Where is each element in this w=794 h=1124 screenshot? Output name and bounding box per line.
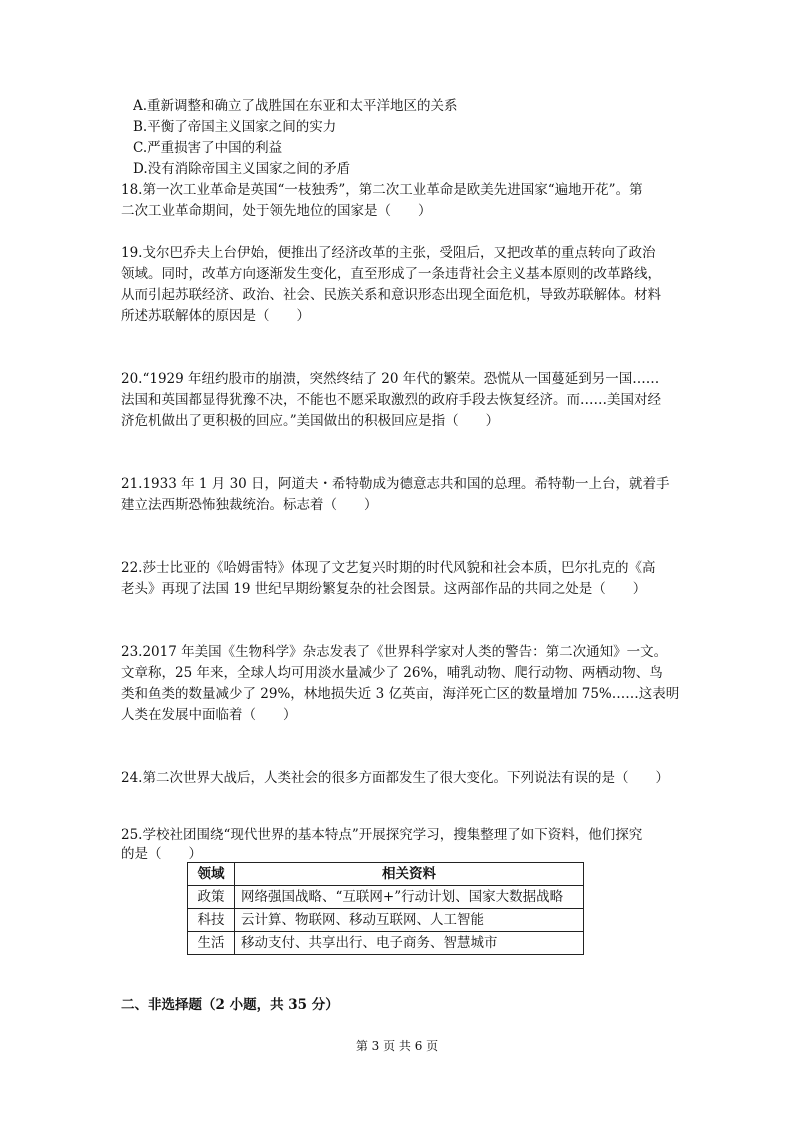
q23-stem-line-4: 人类在发展中面临着（ ） [121,707,297,723]
table-cell-materials: 网络强国战略、“互联网+”行动计划、国家大数据战略 [235,886,584,909]
q25-resource-table [187,862,584,955]
table-cell-field: 生活 [188,932,235,955]
q21-stem-line-1: 21.1933 年 1 月 30 日，阿道夫・希特勒成为德意志共和国的总理。希特勒一上台，就着手 [121,476,670,492]
table-header-row [188,863,584,886]
table-header-field: 领域 [188,863,235,886]
q22-stem-line-2: 老头》再现了法国 19 世纪早期纷繁复杂的社会图景。这两部作品的共同之处是（ ） [121,581,647,597]
q20-stem-line-2: 法国和英国都显得犹豫不决，不能也不愿采取激烈的政府手段去恢复经济。而……美国对经 [121,392,661,408]
q18-stem-line-2: 二次工业革命期间，处于领先地位的国家是（ ） [121,203,432,219]
q20-stem-line-3: 济危机做出了更积极的回应。”美国做出的积极回应是指（ ） [121,413,500,429]
table-row [188,909,584,932]
q18-stem-line-1: 18.第一次工业革命是英国“一枝独秀”，第二次工业革命是欧美先进国家“遍地开花”。第 [121,182,643,198]
table-cell-field: 科技 [188,909,235,932]
table-row [188,932,584,955]
q23-stem-line-2: 文章称，25 年来，全球人均可用淡水量减少了 26%，哺乳动物、爬行动物、两栖动物、鸟 [121,665,663,681]
q21-stem-line-2: 建立法西斯恐怖独裁统治。标志着（ ） [121,497,378,513]
q23-stem-line-1: 23.2017 年美国《生物科学》杂志发表了《世界科学家对人类的警告：第二次通知》一文。 [121,644,668,660]
q19-stem-line-1: 19.戈尔巴乔夫上台伊始，便推出了经济改革的主张，受阻后，又把改革的重点转向了政治 [121,245,656,261]
q25-stem-line-2: 的是（ ） [121,846,202,862]
q19-stem-line-2: 领域。同时，改革方向逐渐发生变化，直至形成了一条违背社会主义基本原则的改革路线， [121,266,661,282]
q17-option-d: D.没有消除帝国主义国家之间的矛盾 [133,161,351,177]
q25-stem-line-1: 25.学校社团围绕“现代世界的基本特点”开展探究学习，搜集整理了如下资料，他们探究 [121,827,643,843]
section-2-title: 二、非选择题（2 小题，共 35 分） [121,997,339,1013]
q17-option-b: B.平衡了帝国主义国家之间的实力 [133,119,337,135]
q19-stem-line-3: 从而引起苏联经济、政治、社会、民族关系和意识形态出现全面危机，导致苏联解体。材料 [121,287,661,303]
q17-option-a: A.重新调整和确立了战胜国在东亚和太平洋地区的关系 [133,98,458,114]
table-row [188,886,584,909]
q19-stem-line-4: 所述苏联解体的原因是（ ） [121,308,310,324]
table-cell-materials: 云计算、物联网、移动互联网、人工智能 [235,909,584,932]
table-cell-field: 政策 [188,886,235,909]
q20-stem-line-1: 20.“1929 年纽约股市的崩溃，突然终结了 20 年代的繁荣。恐慌从一国蔓延到另一国…… [121,371,660,387]
table-header-materials: 相关资料 [235,863,584,886]
q17-option-c: C.严重损害了中国的利益 [133,140,283,156]
q23-stem-line-3: 类和鱼类的数量减少了 29%，林地损失近 3 亿英亩，海洋死亡区的数量增加 75%……这表明 [121,686,680,702]
page-number: 第 3 页 共 6 页 [355,1039,439,1053]
table-cell-materials: 移动支付、共享出行、电子商务、智慧城市 [235,932,584,955]
q22-stem-line-1: 22.莎士比亚的《哈姆雷特》体现了文艺复兴时期的时代风貌和社会本质，巴尔扎克的《高 [121,560,656,576]
q24-stem-line-1: 24.第二次世界大战后，人类社会的很多方面都发生了很大变化。下列说法有误的是（ ） [121,770,669,786]
